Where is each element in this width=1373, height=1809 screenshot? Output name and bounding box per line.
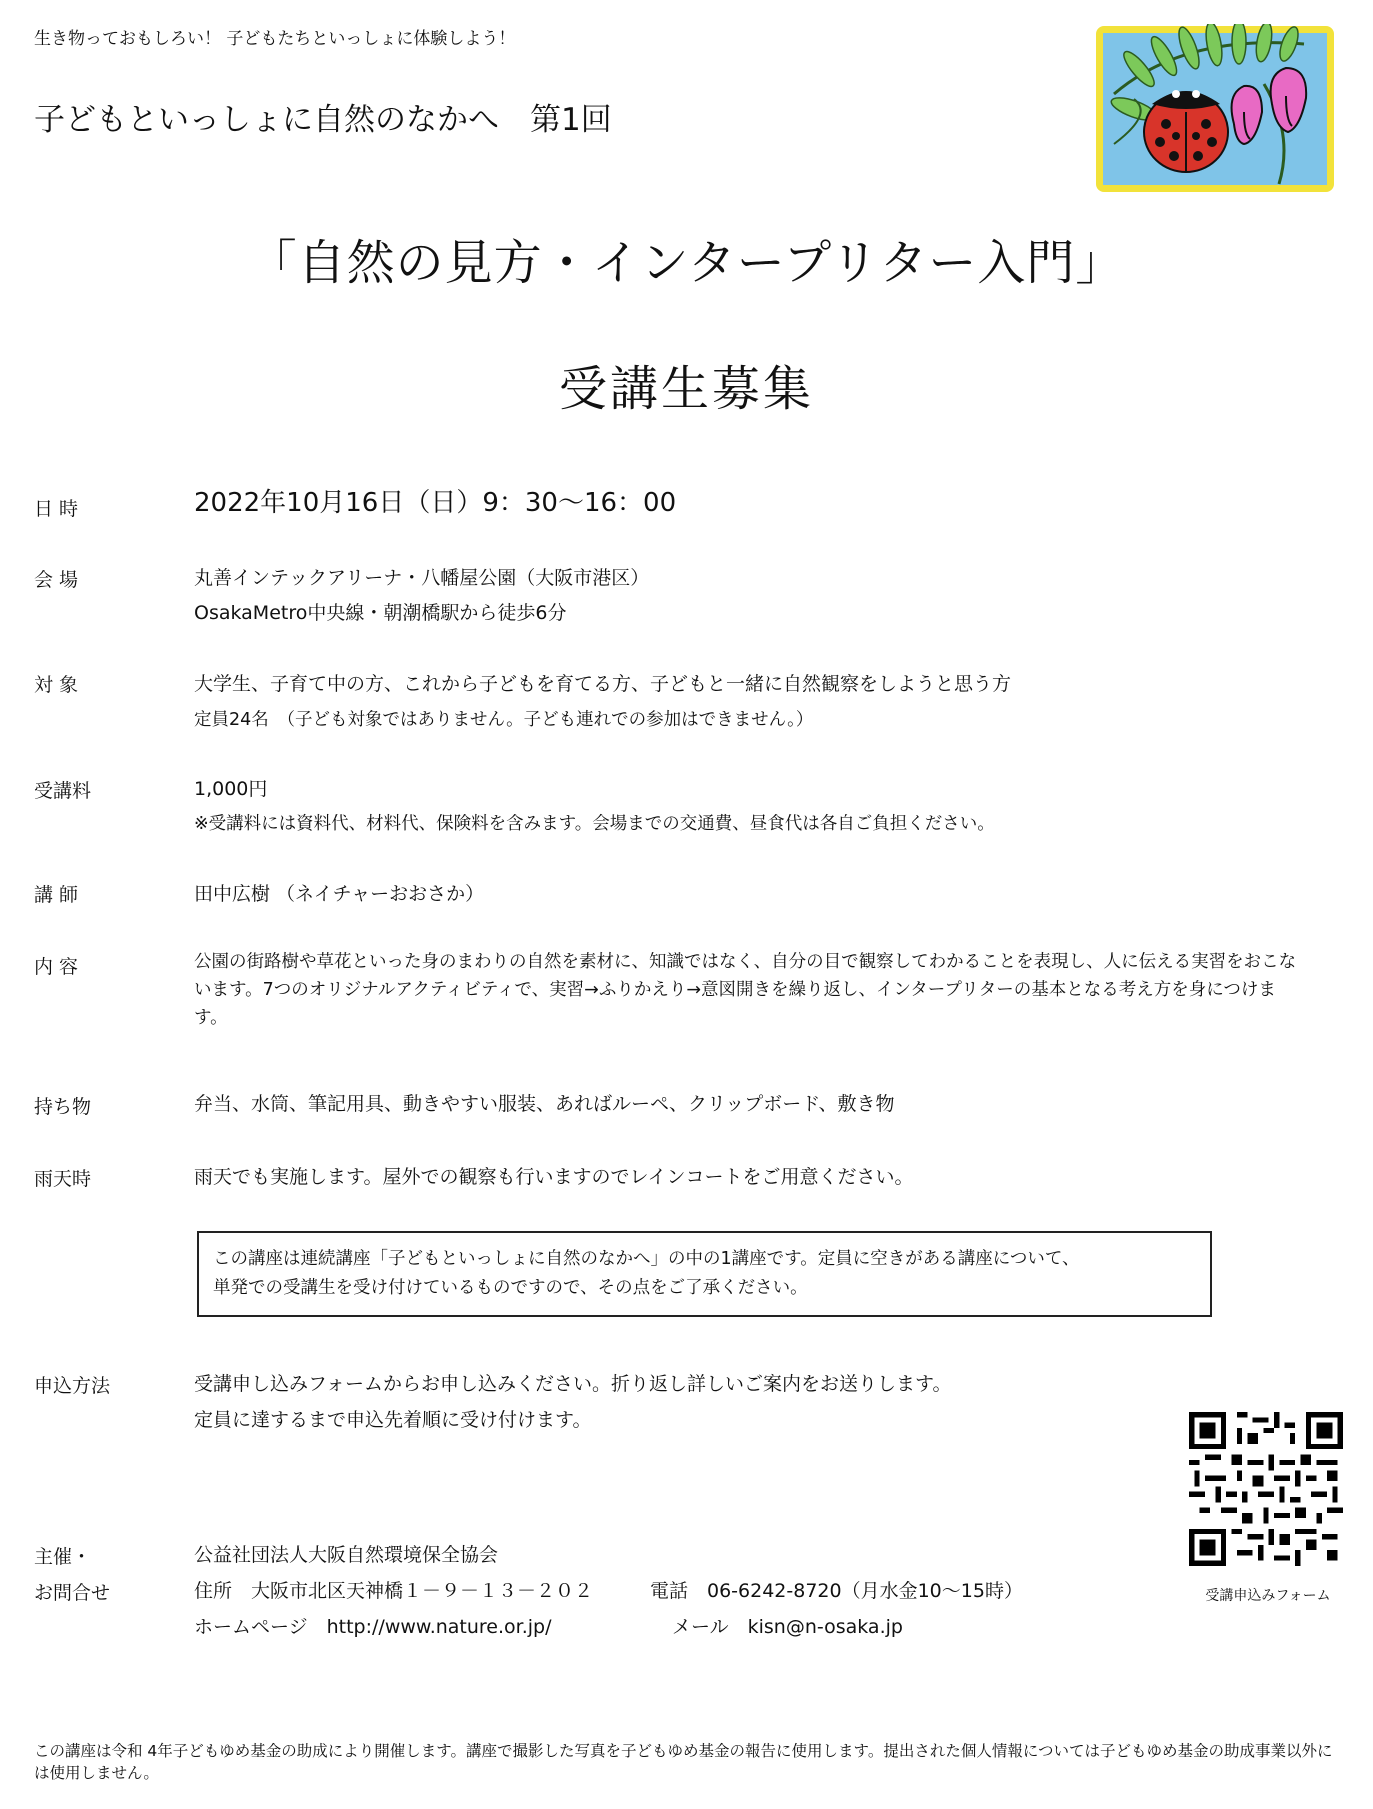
organizer-name: 公益社団法人大阪自然環境保全協会 xyxy=(194,1544,499,1566)
venue-line-2: OsakaMetro中央線・朝潮橋駅から徒歩6分 xyxy=(194,602,567,624)
target-line-2: 定員24名 （子ども対象ではありません。子ども連れでの参加はできません。） xyxy=(194,710,814,730)
footer-note: この講座は令和 4年子どもゆめ基金の助成により開催します。講座で撮影した写真を子どもゆめ基金の報告に使用します。提出された個人情報については子どもゆめ基金の助成事業以外には使用しません。 xyxy=(34,1742,1333,1782)
fee-amount: 1,000円 xyxy=(194,778,268,800)
notice-line-2: 単発での受講生を受け付けているものですので、その点をご了承ください。 xyxy=(213,1278,808,1298)
content-label: 内 容 xyxy=(34,956,79,978)
venue-line-1: 丸善インテックアリーナ・八幡屋公園（大阪市港区） xyxy=(194,567,650,589)
notice-line-1: この講座は連続講座「子どもといっしょに自然のなかへ」の中の1講座です。定員に空きがある講座について、 xyxy=(213,1249,1080,1269)
apply-line-1: 受講申し込みフォームからお申し込みください。折り返し詳しいご案内をお送りします。 xyxy=(194,1373,952,1395)
apply-label: 申込方法 xyxy=(34,1375,111,1397)
tagline: 生き物っておもしろい！ 子どもたちといっしょに体験しよう！ xyxy=(34,29,516,49)
qr-caption: 受講申込みフォーム xyxy=(1205,1588,1331,1604)
contact-email[interactable]: メール kisn@n-osaka.jp xyxy=(672,1616,903,1638)
items-label: 持ち物 xyxy=(34,1096,92,1118)
rain-value: 雨天でも実施します。屋外での観察も行いますのでレインコートをご用意ください。 xyxy=(194,1166,914,1188)
main-title: 「自然の見方・インタープリター入門」 xyxy=(248,235,1125,291)
notice-box xyxy=(197,1231,1212,1317)
venue-label: 会 場 xyxy=(34,569,79,591)
ladybug-illustration xyxy=(1094,24,1336,194)
inquiry-label: お問合せ xyxy=(34,1582,111,1604)
datetime-label: 日 時 xyxy=(34,498,79,520)
fee-note: ※受講料には資料代、材料代、保険料を含みます。会場までの交通費、昼食代は各自ご負担ください。 xyxy=(194,814,995,834)
items-value: 弁当、水筒、筆記用具、動きやすい服装、あればルーペ、クリップボード、敷き物 xyxy=(194,1093,895,1115)
instructor-label: 講 師 xyxy=(34,884,79,906)
target-line-1: 大学生、子育て中の方、これから子どもを育てる方、子どもと一緒に自然観察をしようと思う方 xyxy=(194,673,1012,695)
contact-address: 住所 大阪市北区天神橋１－９－１３－２０２ xyxy=(194,1580,594,1602)
recruitment-heading: 受講生募集 xyxy=(558,361,814,417)
series-title: 子どもといっしょに自然のなかへ 第1回 xyxy=(34,102,612,138)
contact-homepage[interactable]: ホームページ http://www.nature.or.jp/ xyxy=(194,1616,552,1638)
instructor-value: 田中広樹 （ネイチャーおおさか） xyxy=(194,883,485,905)
rain-label: 雨天時 xyxy=(34,1168,92,1190)
content-value: 公園の街路樹や草花といった身のまわりの自然を素材に、知識ではなく、自分の目で観察してわかることを表現し、人に伝える実習をおこないます。7つのオリジナルアクティビティで、実習→ふりかえり→意図開きを繰り返し、インタープリターの基本となる考え方を身につけます。 xyxy=(194,952,1297,1028)
qr-code-icon[interactable] xyxy=(1189,1412,1343,1566)
datetime-value: 2022年10月16日（日）9：30～16：00 xyxy=(194,488,677,518)
apply-line-2: 定員に達するまで申込先着順に受け付けます。 xyxy=(194,1409,592,1431)
organizer-label: 主催・ xyxy=(34,1546,92,1568)
contact-phone: 電話 06-6242-8720（月水金10～15時） xyxy=(650,1580,1023,1602)
fee-label: 受講料 xyxy=(34,780,92,802)
target-label: 対 象 xyxy=(34,674,79,696)
